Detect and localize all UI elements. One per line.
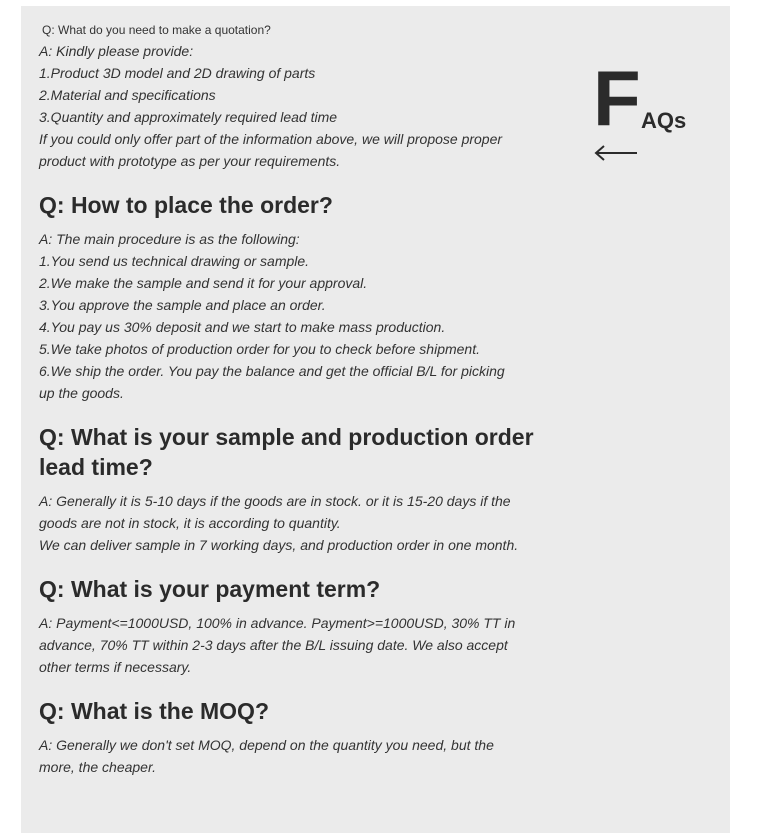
- section-answer-payment: [39, 612, 539, 678]
- answer-line: A: Generally we don't set MOQ, depend on the quantity you need, but the: [39, 737, 494, 753]
- left-arrow-icon: [593, 142, 639, 164]
- answer-line: product with prototype as per your requirements.: [39, 153, 341, 169]
- answer-line: We can deliver sample in 7 working days, and production order in one month.: [39, 537, 519, 553]
- section-answer-moq: [39, 734, 539, 778]
- answer-line: 2.We make the sample and send it for your approval.: [39, 275, 368, 291]
- section-question-order: Q: How to place the order?: [39, 192, 333, 218]
- answer-line: 1.You send us technical drawing or sample.: [39, 253, 310, 269]
- answer-line: up the goods.: [39, 385, 124, 401]
- answer-line: 3.You approve the sample and place an order.: [39, 297, 326, 313]
- answer-line: 1.Product 3D model and 2D drawing of parts: [39, 65, 316, 81]
- answer-line: 4.You pay us 30% deposit and we start to make mass production.: [39, 319, 446, 335]
- answer-line: other terms if necessary.: [39, 659, 192, 675]
- answer-line: A: The main procedure is as the following:: [39, 231, 300, 247]
- section-answer-lead-time: [39, 490, 539, 556]
- section-answer-order: [39, 228, 539, 404]
- intro-question: Q: What do you need to make a quotation?: [42, 23, 271, 37]
- faq-letter: F: [593, 54, 641, 142]
- answer-line: 6.We ship the order. You pay the balance and get the official B/L for picking: [39, 363, 505, 379]
- faq-panel: [21, 6, 730, 833]
- faq-content: [39, 23, 539, 778]
- section-question-payment: Q: What is your payment term?: [39, 576, 381, 602]
- answer-line: 3.Quantity and approximately required lead time: [39, 109, 338, 125]
- section-question-moq: Q: What is the MOQ?: [39, 698, 269, 724]
- answer-line: goods are not in stock, it is according to quantity.: [39, 515, 341, 531]
- section-question-lead-time: Q: What is your sample and production order lead time?: [39, 424, 534, 480]
- answer-line: advance, 70% TT within 2-3 days after the B/L issuing date. We also accept: [39, 637, 508, 653]
- answer-line: 2.Material and specifications: [39, 87, 216, 103]
- faq-suffix: AQs: [641, 108, 687, 133]
- answer-line: A: Payment<=1000USD, 100% in advance. Payment>=1000USD, 30% TT in: [39, 615, 516, 631]
- faq-badge: [591, 54, 711, 174]
- intro-answer: [39, 40, 539, 172]
- answer-line: more, the cheaper.: [39, 759, 156, 775]
- answer-line: If you could only offer part of the information above, we will propose proper: [39, 131, 503, 147]
- answer-line: A: Generally it is 5-10 days if the goods are in stock. or it is 15-20 days if the: [39, 493, 511, 509]
- answer-line: 5.We take photos of production order for you to check before shipment.: [39, 341, 480, 357]
- answer-line: A: Kindly please provide:: [39, 43, 194, 59]
